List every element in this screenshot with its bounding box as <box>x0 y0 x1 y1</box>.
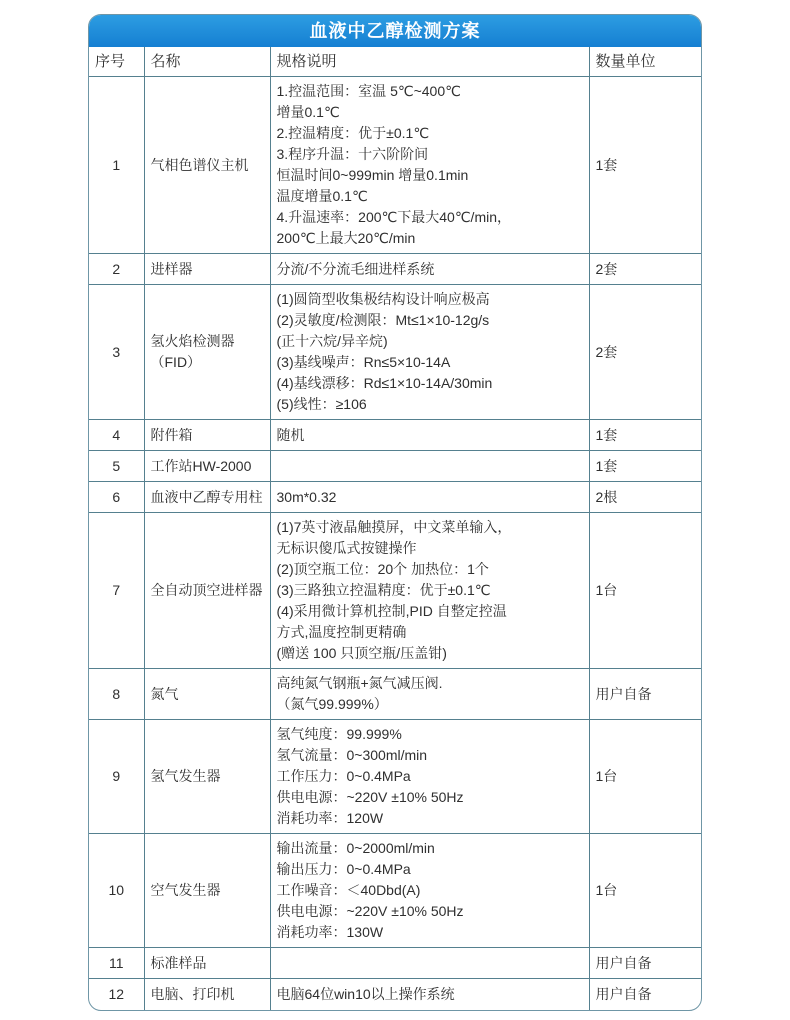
table-row <box>89 669 701 720</box>
spec-line: 供电电源：~220V ±10% 50Hz <box>276 903 464 919</box>
spec-line: （氮气99.999%） <box>276 696 388 712</box>
spec-line: 温度增量0.1℃ <box>276 188 368 204</box>
item-spec-cell <box>270 834 589 948</box>
column-header: 名称 <box>144 47 270 77</box>
row-number-cell: 12 <box>89 979 144 1010</box>
item-name-cell: 全自动顶空进样器 <box>144 513 270 669</box>
spec-line: 电脑64位win10以上操作系统 <box>276 985 455 1002</box>
item-name-cell: 附件箱 <box>144 420 270 451</box>
spec-table <box>89 47 701 1010</box>
item-qty-cell: 1台 <box>589 513 701 669</box>
item-spec-cell <box>270 513 589 669</box>
column-header: 序号 <box>89 47 144 77</box>
table-row <box>89 420 701 451</box>
spec-line: 随机 <box>276 426 305 443</box>
column-header: 数量单位 <box>589 47 701 77</box>
spec-line: 工作噪音：＜40Dbd(A) <box>276 882 421 898</box>
item-spec-cell <box>270 254 589 285</box>
item-qty-cell: 2套 <box>589 285 701 420</box>
spec-line: 4.升温速率：200℃下最大40℃/min， <box>276 209 511 225</box>
item-name-cell: 血液中乙醇专用柱 <box>144 482 270 513</box>
item-spec-cell <box>270 77 589 254</box>
row-number-cell: 9 <box>89 720 144 834</box>
spec-line: (1)圆筒型收集极结构设计响应极高 <box>276 291 490 307</box>
spec-line: 输出流量：0~2000ml/min <box>276 840 435 856</box>
spec-line: 1.控温范围：室温 5℃~400℃ <box>276 83 461 99</box>
item-spec-cell <box>270 420 589 451</box>
spec-line: 3.程序升温：十六阶阶间 <box>276 146 429 162</box>
row-number-cell: 4 <box>89 420 144 451</box>
table-body <box>89 77 701 1010</box>
spec-line: (3)基线噪声：Rn≤5×10-14A <box>276 354 451 370</box>
item-spec-cell <box>270 285 589 420</box>
item-spec-cell <box>270 948 589 979</box>
item-name-cell: 氢气发生器 <box>144 720 270 834</box>
spec-line: (2)顶空瓶工位：20个 加热位：1个 <box>276 561 489 577</box>
item-spec-cell <box>270 720 589 834</box>
row-number-cell: 2 <box>89 254 144 285</box>
row-number-cell: 3 <box>89 285 144 420</box>
table-row <box>89 720 701 834</box>
spec-line: 分流/不分流毛细进样系统 <box>276 260 435 277</box>
item-name-cell: 标准样品 <box>144 948 270 979</box>
item-qty-cell: 1套 <box>589 77 701 254</box>
item-qty-cell: 2套 <box>589 254 701 285</box>
page-title: 血液中乙醇检测方案 <box>89 15 701 47</box>
spec-line: 输出压力：0~0.4MPa <box>276 861 411 877</box>
table-row <box>89 979 701 1010</box>
item-name-cell: 进样器 <box>144 254 270 285</box>
item-qty-cell: 1套 <box>589 451 701 482</box>
spec-line: 200℃上最大20℃/min <box>276 230 416 246</box>
spec-line: (3)三路独立控温精度：优于±0.1℃ <box>276 582 491 598</box>
spec-line: 消耗功率：120W <box>276 810 384 826</box>
item-qty-cell: 1台 <box>589 834 701 948</box>
item-name-cell: 电脑、打印机 <box>144 979 270 1010</box>
item-qty-cell: 用户自备 <box>589 669 701 720</box>
spec-line: 氢气流量：0~300ml/min <box>276 747 428 763</box>
spec-line: (4)采用微计算机控制,PID 自整定控温 <box>276 603 507 619</box>
item-spec-cell <box>270 979 589 1010</box>
table-row <box>89 77 701 254</box>
spec-line: 工作压力：0~0.4MPa <box>276 768 411 784</box>
spec-line: 增量0.1℃ <box>276 104 340 120</box>
table-row <box>89 948 701 979</box>
row-number-cell: 10 <box>89 834 144 948</box>
item-name-cell: 空气发生器 <box>144 834 270 948</box>
spec-sheet-card <box>88 14 702 1011</box>
spec-line: 氢气纯度：99.999% <box>276 726 402 742</box>
table-row <box>89 513 701 669</box>
table-row <box>89 254 701 285</box>
spec-line: 高纯氮气钢瓶+氮气减压阀. <box>276 675 443 691</box>
header-row <box>89 47 701 77</box>
item-spec-cell <box>270 451 589 482</box>
row-number-cell: 5 <box>89 451 144 482</box>
spec-line: 供电电源：~220V ±10% 50Hz <box>276 789 464 805</box>
spec-line: (1)7英寸液晶触摸屏，中文菜单输入， <box>276 519 512 535</box>
table-row <box>89 834 701 948</box>
spec-line: 2.控温精度：优于±0.1℃ <box>276 125 430 141</box>
spec-line: (5)线性：≥106 <box>276 396 367 412</box>
table-row <box>89 451 701 482</box>
item-qty-cell: 2根 <box>589 482 701 513</box>
row-number-cell: 11 <box>89 948 144 979</box>
item-spec-cell <box>270 669 589 720</box>
row-number-cell: 7 <box>89 513 144 669</box>
spec-line: 恒温时间0~999min 增量0.1min <box>276 167 469 183</box>
spec-line: 30m*0.32 <box>276 488 337 505</box>
column-header: 规格说明 <box>270 47 589 77</box>
row-number-cell: 1 <box>89 77 144 254</box>
spec-line: 消耗功率：130W <box>276 924 384 940</box>
spec-line: (赠送 100 只顶空瓶/压盖钳) <box>276 645 447 661</box>
item-qty-cell: 1套 <box>589 420 701 451</box>
spec-line: (2)灵敏度/检测限：Mt≤1×10-12g/s <box>276 312 490 328</box>
spec-line: 无标识傻瓜式按键操作 <box>276 540 417 556</box>
table-row <box>89 285 701 420</box>
item-name-cell: 气相色谱仪主机 <box>144 77 270 254</box>
item-qty-cell: 用户自备 <box>589 979 701 1010</box>
item-name-cell: 氮气 <box>144 669 270 720</box>
table-row <box>89 482 701 513</box>
spec-line: 方式,温度控制更精确 <box>276 624 407 640</box>
spec-line: (4)基线漂移：Rd≤1×10-14A/30min <box>276 375 493 391</box>
row-number-cell: 8 <box>89 669 144 720</box>
item-spec-cell <box>270 482 589 513</box>
item-qty-cell: 用户自备 <box>589 948 701 979</box>
spec-line: (正十六烷/异辛烷) <box>276 333 388 349</box>
item-name-cell: 工作站HW-2000 <box>144 451 270 482</box>
row-number-cell: 6 <box>89 482 144 513</box>
item-qty-cell: 1台 <box>589 720 701 834</box>
item-name-cell: 氢火焰检测器（FID） <box>144 285 270 420</box>
